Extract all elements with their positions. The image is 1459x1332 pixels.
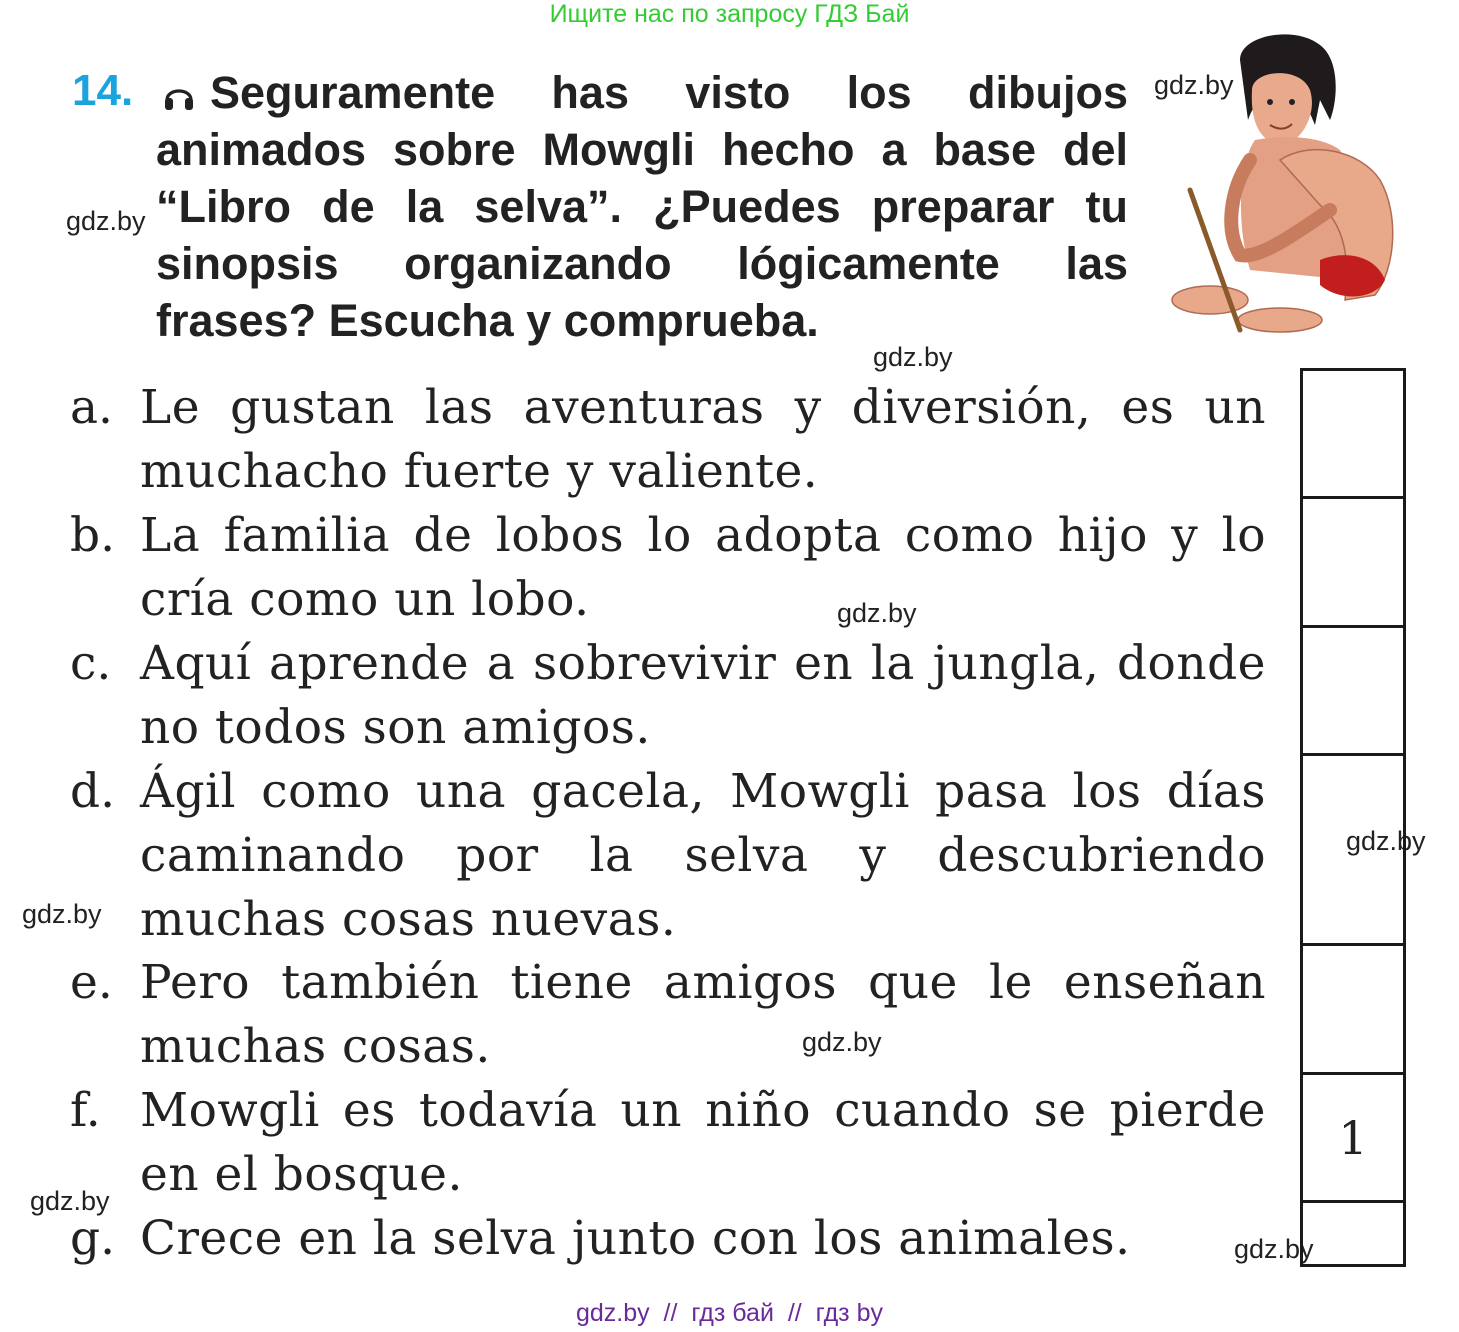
item-letter: f. xyxy=(70,1083,101,1138)
watermark: gdz.by xyxy=(873,342,953,372)
watermark: gdz.by xyxy=(1154,70,1234,100)
answer-box[interactable] xyxy=(1303,753,1403,943)
answer-box[interactable] xyxy=(1303,496,1403,625)
watermark: gdz.by xyxy=(22,899,102,929)
item-letter: c. xyxy=(70,636,112,691)
item-letter: g. xyxy=(70,1211,116,1266)
footer-links: gdz.by // гдз бай // гдз by xyxy=(575,1299,883,1327)
answer-box[interactable] xyxy=(1303,625,1403,753)
watermark: gdz.by xyxy=(66,206,146,236)
watermark: gdz.by xyxy=(802,1027,882,1057)
item-text: Pero también tiene amigos que le enseñan muchas cosas. xyxy=(140,955,1266,1074)
watermark: gdz.by xyxy=(837,598,917,628)
item-text: Ágil como una gacela, Mowgli pasa los días caminando por la selva y descubriendo muchas cosas nuevas. xyxy=(140,764,1266,947)
item-letter: a. xyxy=(70,380,113,435)
top-banner: Ищите нас по запросу ГДЗ Бай xyxy=(549,0,910,28)
answer-box[interactable] xyxy=(1303,943,1403,1072)
answer-box[interactable] xyxy=(1303,368,1403,496)
item-text: Crece en la selva junto con los animales. xyxy=(140,1211,1131,1266)
answer-box[interactable]: 1 xyxy=(1303,1072,1403,1200)
task-instructions: Seguramente has visto los dibujos animados sobre Mowgli hecho a base del “Libro de la selva”. ¿Puedes preparar tu sinopsis organizando lógicamente las frases? Escucha y comprueba. xyxy=(156,67,1128,346)
answer-column xyxy=(1300,368,1406,1267)
answer-box[interactable] xyxy=(1303,1200,1403,1267)
item-text: Mowgli es todavía un niño cuando se pierde en el bosque. xyxy=(140,1083,1266,1202)
task-number: 14. xyxy=(72,66,134,115)
item-text: La familia de lobos lo adopta como hijo y lo cría como un lobo. xyxy=(140,508,1266,627)
watermark: gdz.by xyxy=(1234,1234,1314,1264)
watermark: gdz.by xyxy=(30,1186,110,1216)
watermark: gdz.by xyxy=(1346,826,1426,856)
item-text: Aquí aprende a sobrevivir en la jungla, donde no todos son amigos. xyxy=(140,636,1266,755)
item-letter: d. xyxy=(70,764,116,819)
item-letter: e. xyxy=(70,955,113,1010)
item-letter: b. xyxy=(70,508,116,563)
item-text: Le gustan las aventuras y diversión, es un muchacho fuerte y valiente. xyxy=(140,380,1266,499)
